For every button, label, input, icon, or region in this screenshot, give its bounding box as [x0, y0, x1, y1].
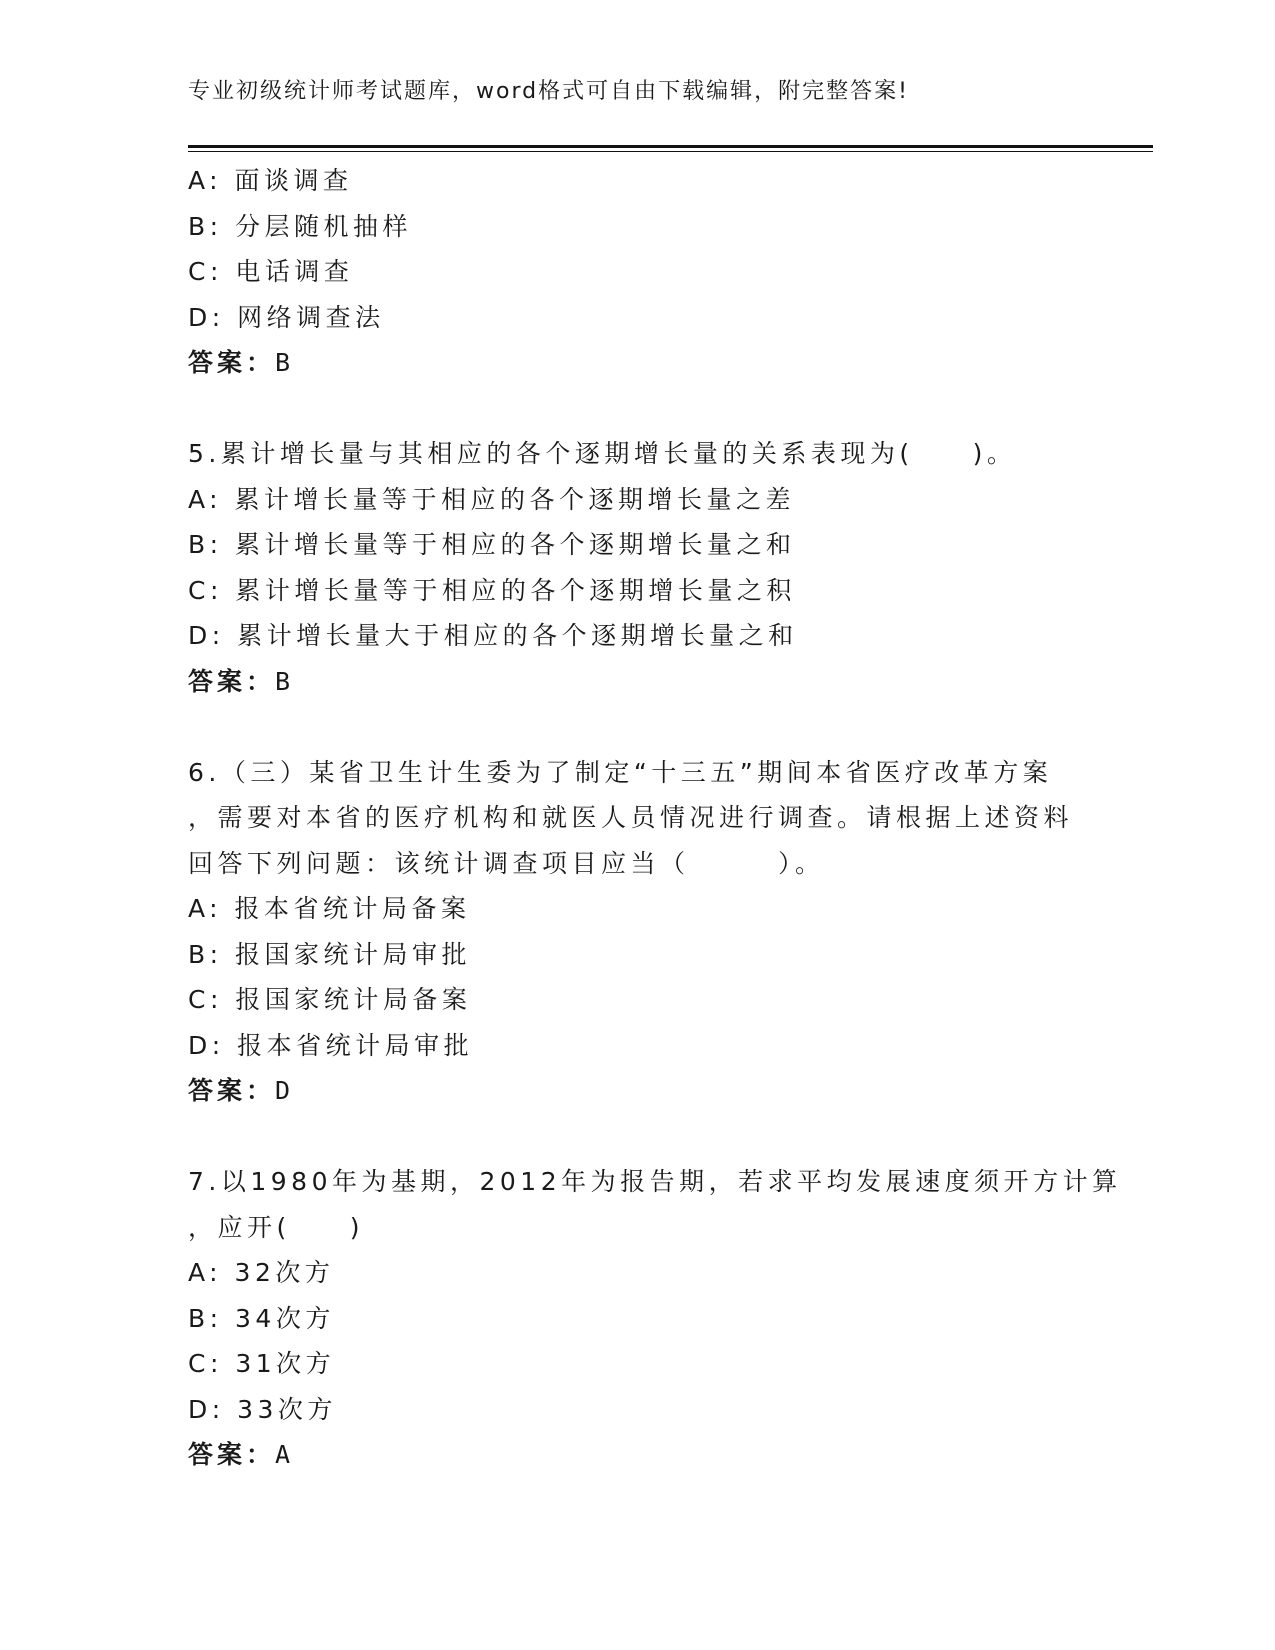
answer-label: 答案：: [188, 348, 276, 377]
option-c: C: 累计增长量等于相应的各个逐期增长量之积: [188, 575, 796, 605]
question-block: [188, 158, 1088, 386]
option-b: B: 34次方: [188, 1303, 335, 1333]
question-stem: ，应开( ): [188, 1212, 365, 1242]
answer-label: 答案：: [188, 1076, 276, 1105]
question-stem: ，需要对本省的医疗机构和就医人员情况进行调查。请根据上述资料: [188, 803, 1074, 832]
answer-label: 答案：: [188, 666, 276, 696]
option-c: C: 报国家统计局备案: [188, 985, 472, 1014]
answer-line: [188, 340, 1088, 386]
answer-line: [188, 1068, 1088, 1114]
answer-value: D: [275, 1076, 293, 1105]
header-rule-thick: [188, 145, 1153, 148]
answer-value: B: [275, 348, 293, 377]
option-b: B: 报国家统计局审批: [188, 939, 472, 969]
option-d: D: 33次方: [188, 1394, 337, 1424]
option-a: A: 累计增长量等于相应的各个逐期增长量之差: [188, 484, 796, 514]
answer-line: [188, 659, 1088, 705]
option-b: B: 分层随机抽样: [188, 211, 413, 241]
question-block: [188, 750, 1088, 1114]
question-stem: 5.累计增长量与其相应的各个逐期增长量的关系表现为( )。: [188, 439, 1017, 468]
option-c: C: 电话调查: [188, 257, 354, 286]
option-b: B: 累计增长量等于相应的各个逐期增长量之和: [188, 530, 796, 559]
page-header: 专业初级统计师考试题库，word格式可自由下载编辑，附完整答案!: [188, 79, 909, 104]
option-a: A: 面谈调查: [188, 166, 353, 195]
option-d: D: 网络调查法: [188, 302, 385, 332]
answer-line: [188, 1432, 1088, 1478]
answer-value: A: [275, 1440, 293, 1469]
question-stem: 回答下列问题：该统计调查项目应当（ ）。: [188, 848, 825, 878]
option-a: A: 报本省统计局备案: [188, 894, 471, 923]
option-a: A: 32次方: [188, 1258, 335, 1287]
question-block: [188, 1159, 1122, 1478]
option-c: C: 31次方: [188, 1349, 336, 1378]
question-stem: 6.（三）某省卫生计生委为了制定“十三五”期间本省医疗改革方案: [188, 757, 1053, 787]
question-list: [188, 158, 1122, 1478]
option-d: D: 累计增长量大于相应的各个逐期增长量之和: [188, 621, 798, 650]
header-rule-thin: [188, 151, 1153, 152]
question-stem: 7.以1980年为基期，2012年为报告期，若求平均发展速度须开方计算: [188, 1167, 1122, 1196]
option-d: D: 报本省统计局审批: [188, 1030, 474, 1060]
question-block: [188, 431, 1088, 704]
answer-value: B: [275, 666, 293, 696]
answer-label: 答案：: [188, 1440, 276, 1469]
